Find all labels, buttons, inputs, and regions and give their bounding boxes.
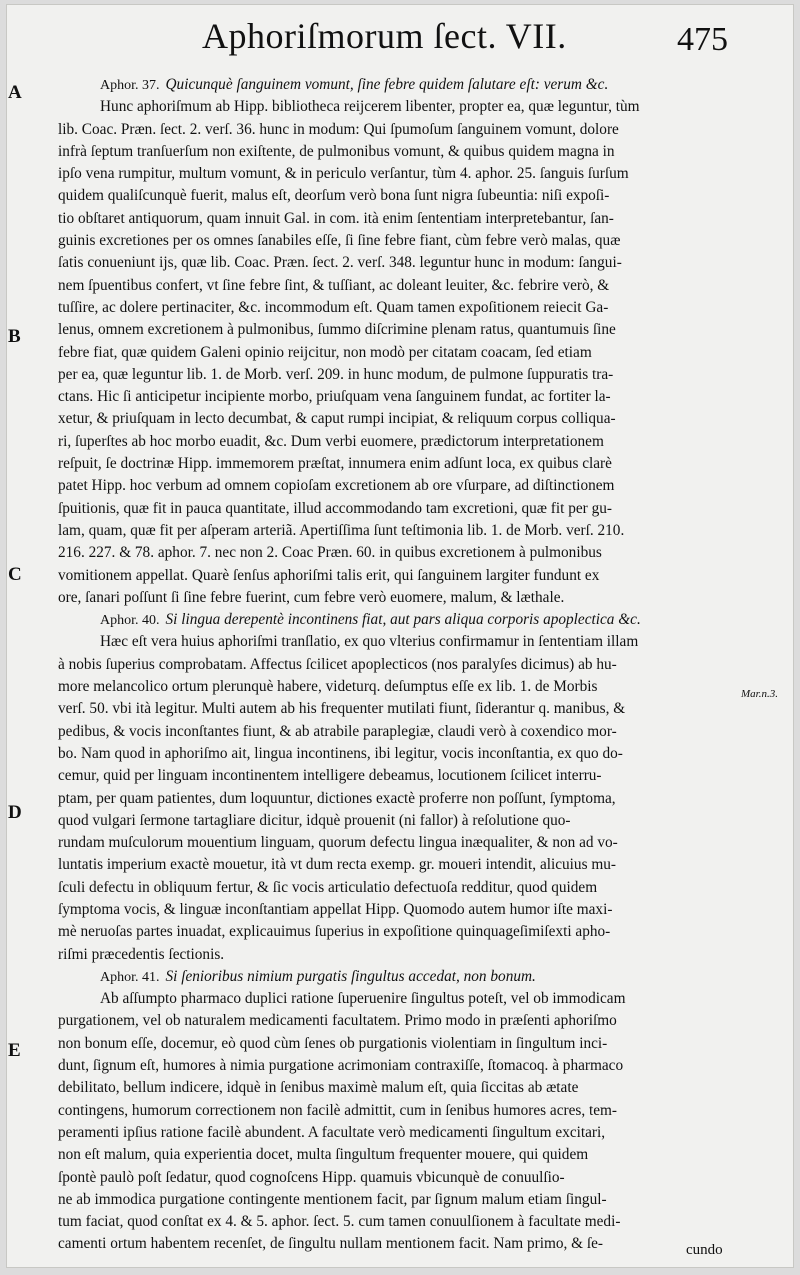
text-line: lenus, omnem excretionem à pulmonibus, ſummo diſcrimine plenam ratus, quantumuis ſine bbox=[58, 321, 616, 339]
text-line: ſculi defectu in obliquum fertur, & ſic vocis articulatio defectuoſa redditur, quod quidem bbox=[58, 878, 598, 896]
aphorism-heading bbox=[58, 609, 738, 631]
catchword: cundo bbox=[686, 1242, 723, 1258]
text-line: ctans. Hic ſi anticipetur incipiente morbo, priuſquam vena ſanguinem fundat, ac fortiter la- bbox=[58, 388, 611, 406]
book-page bbox=[6, 4, 794, 1268]
text-line: lib. Coac. Præn. ſect. 2. verſ. 36. hunc in modum: Qui ſpumoſum ſanguinem vomunt, dolore bbox=[58, 120, 619, 138]
margin-marker-e: E bbox=[8, 1040, 21, 1061]
aphorism-text: Quicunquè ſanguinem vomunt, ſine febre quidem ſalutare eſt: verum &c. bbox=[165, 76, 609, 93]
text-line: cemur, quid per linguam incontinentem intelligere debeamus, locutionem ſcilicet interru- bbox=[58, 767, 602, 785]
text-line: Hunc aphoriſmum ab Hipp. bibliotheca reijcerem libenter, propter ea, quæ leguntur, tùm bbox=[100, 98, 640, 116]
margin-marker-a: A bbox=[8, 82, 22, 103]
aphorism-label: Aphor. 37. bbox=[100, 78, 160, 93]
text-line: verſ. 50. vbi ità legitur. Multi autem ab his frequenter mutilati fiunt, ſiderantur q. manibus, & bbox=[58, 700, 626, 718]
text-line: quod vulgari ſermone tartagliare dicitur, idquè prouenit (ni fallor) à reſolutione quo- bbox=[58, 811, 571, 829]
text-line: ſpontè paulò poſt ſedatur, quod cognoſcens Hipp. quamuis vbicunquè de conuulſio- bbox=[58, 1168, 565, 1186]
text-line: camenti ortum habentem recenſet, de ſingultu nullam mentionem facit. Nam primo, & ſe- bbox=[58, 1235, 603, 1253]
text-line: guinis excretiones per os omnes ſanabiles eſſe, ſi ſine febre fiant, cùm febre verò malas, quæ bbox=[58, 232, 621, 250]
text-line: à nobis ſuperius comprobatam. Affectus ſcilicet apoplecticos (nos paralyſes dicimus) ab hu- bbox=[58, 655, 617, 673]
margin-marker-c: C bbox=[8, 564, 22, 585]
text-line: tuſſire, ac dolere pertinaciter, &c. incommodum eſt. Quam tamen expoſitionem reiecit Ga- bbox=[58, 298, 609, 316]
margin-note: Mar.n.3. bbox=[741, 688, 778, 700]
text-line: bo. Nam quod in aphoriſmo ait, lingua incontinens, ibi legitur, vocis inconſtantia, ex quo do- bbox=[58, 744, 623, 762]
text-line: Hæc eſt vera huius aphoriſmi tranſlatio, ex quo vlterius confirmamur in ſententiam illam bbox=[100, 633, 639, 651]
text-line: ne ab immodica purgatione contingente mentionem facit, par ſignum malum etiam ſingul- bbox=[58, 1190, 607, 1208]
text-line: luntatis imperium exactè mouetur, ità vt dum recta exemp. gr. moueri intendit, alicuius mu- bbox=[58, 856, 616, 874]
text-line: ſymptoma vocis, & linguæ inconſtantiam appellat Hipp. Quomodo autem humor iſte maxi- bbox=[58, 900, 613, 918]
aphorism-heading bbox=[58, 966, 738, 988]
body-text bbox=[58, 74, 738, 1256]
text-line: purgationem, vel ob naturalem medicamenti facultatem. Primo modo in præſenti aphoriſmo bbox=[58, 1012, 617, 1030]
text-line: rundam muſculorum mouentium linguam, quorum defectu lingua inæqualiter, & non ad vo- bbox=[58, 834, 618, 852]
text-line: infrà ſeptum tranſuerſum non exiſtente, de pulmonibus vomunt, & quibus quidem magna in bbox=[58, 142, 615, 160]
aphorism-heading bbox=[58, 74, 738, 96]
text-line: peramenti ipſius ratione facilè abundent. A facultate verò medicamenti ſingultum excitari, bbox=[58, 1123, 606, 1141]
text-line: tio obſtaret antiquorum, quam innuit Gal. in com. ità enim ſententiam interpretebantur, ſan- bbox=[58, 209, 614, 227]
text-line: non bonum eſſe, docemur, eò quod cùm ſenes ob purgationis violentiam in ſingultum inci- bbox=[58, 1034, 608, 1052]
text-line: tum faciat, quod conſtat ex 4. & 5. aphor. ſect. 5. cum tamen conuulſionem à facultate medi- bbox=[58, 1213, 621, 1231]
text-line: lam, quam, quæ fit per aſperam arteriã. Apertiſſima ſunt teſtimonia lib. 1. de Morb. verſ. 210. bbox=[58, 521, 625, 539]
text-line: ri, ſuperſtes ab hoc morbo euadit, &c. Dum verbi euomere, prædictorum interpretationem bbox=[58, 432, 604, 450]
text-line: ptam, per quam patientes, dum loquuntur, dictiones exactè proferre non poſſunt, ſymptoma, bbox=[58, 789, 616, 807]
running-title: Aphoriſmorum ſect. VII. bbox=[202, 16, 567, 56]
text-line: febre fiat, quæ quidem Galeni opinio reijcitur, non modò per citatam coacam, ſed etiam bbox=[58, 343, 592, 361]
aphorism-text: Si lingua derepentè incontinens fiat, aut pars aliqua corporis apoplectica &c. bbox=[165, 611, 641, 629]
text-line: patet Hipp. hoc verbum ad omnem copioſam excretionem ab ore vſurpare, ad diſtinctionem bbox=[58, 477, 615, 495]
margin-marker-d: D bbox=[8, 802, 22, 823]
text-line: xetur, & priuſquam in lecto decumbat, & caput rumpi incipiat, & reliquum corpus colliqua- bbox=[58, 410, 616, 428]
aphorism-text: Si ſenioribus nimium purgatis ſingultus accedat, non bonum. bbox=[165, 967, 536, 985]
text-line: quidem qualiſcunquè fuerit, malus eſt, deorſum verò bona ſunt nigra ſubeuntia: niſi expoſi- bbox=[58, 187, 610, 205]
page-header bbox=[6, 10, 794, 60]
text-line: dunt, ſignum eſt, humores à nimia purgatione acrimoniam contraxiſſe, ſtomacoq. à pharmaco bbox=[58, 1057, 624, 1075]
text-line: ipſo vena rumpitur, multum vomunt, & in periculo verſantur, tùm 4. aphor. 25. ſanguis ſurſum bbox=[58, 165, 629, 183]
text-line: ore, ſanari poſſunt ſi ſine febre fuerint, cum febre verò euomere, malum, & læthale. bbox=[58, 588, 565, 606]
page-number: 475 bbox=[677, 21, 728, 58]
text-line: more melancolico ortum plerunquè habere, videturq. deſumptus eſſe ex lib. 1. de Morbis bbox=[58, 678, 598, 696]
margin-marker-b: B bbox=[8, 326, 21, 347]
aphorism-label: Aphor. 40. bbox=[100, 613, 160, 629]
text-line: Ab aſſumpto pharmaco duplici ratione ſuperuenire ſingultus poteſt, vel ob immodicam bbox=[100, 990, 626, 1008]
text-line: debilitato, bellum indicere, idquè in ſenibus maximè malum eſt, quia ſiccitas ab ætate bbox=[58, 1079, 579, 1097]
aphorism-label: Aphor. 41. bbox=[100, 969, 160, 985]
text-line: per ea, quæ leguntur lib. 1. de Morb. verſ. 209. in hunc modum, de pulmone ſuppuratis tra- bbox=[58, 365, 614, 383]
text-line: reſpuit, ſe doctrinæ Hipp. immemorem præſtat, innumera enim adſunt loca, ex quibus clarè bbox=[58, 455, 612, 473]
text-line: ſpuitionis, quæ fit in pauca quantitate, illud accommodando tam excretioni, quæ fit per gu- bbox=[58, 499, 612, 517]
text-line: contingens, humorum correctionem non facilè admittit, cum in ſenibus humores acres, tem- bbox=[58, 1101, 618, 1119]
text-line: nem ſpuentibus confert, vt ſine febre ſint, & tuſſiant, ac doleant leuiter, &c. febrire verò, & bbox=[58, 276, 610, 294]
text-line: vomitionem appellat. Quarè ſenſus aphoriſmi talis erit, qui ſanguinem largiter fundunt ex bbox=[58, 566, 600, 584]
text-line: riſmi præcedentis ſectionis. bbox=[58, 945, 225, 963]
text-line: pedibus, & vocis inconſtantes fiunt, & ab atrabile paraplegiæ, claudi verò à coxendico mor- bbox=[58, 722, 617, 740]
text-line: ſatis conueniunt ijs, quæ lib. Coac. Præn. ſect. 2. verſ. 348. leguntur hunc in modum: ſangui- bbox=[58, 254, 622, 272]
text-line: mè neruoſas partes inuadat, explicauimus ſuperius in expoſitione quinquageſimiſexti apho- bbox=[58, 923, 611, 941]
text-line: non eſt malum, quia experientia docet, multa ſingultum frequenter mouere, qui quidem bbox=[58, 1146, 589, 1164]
text-line: 216. 227. & 78. aphor. 7. nec non 2. Coac Præn. 60. in quibus excretionem à pulmonibus bbox=[58, 544, 602, 562]
